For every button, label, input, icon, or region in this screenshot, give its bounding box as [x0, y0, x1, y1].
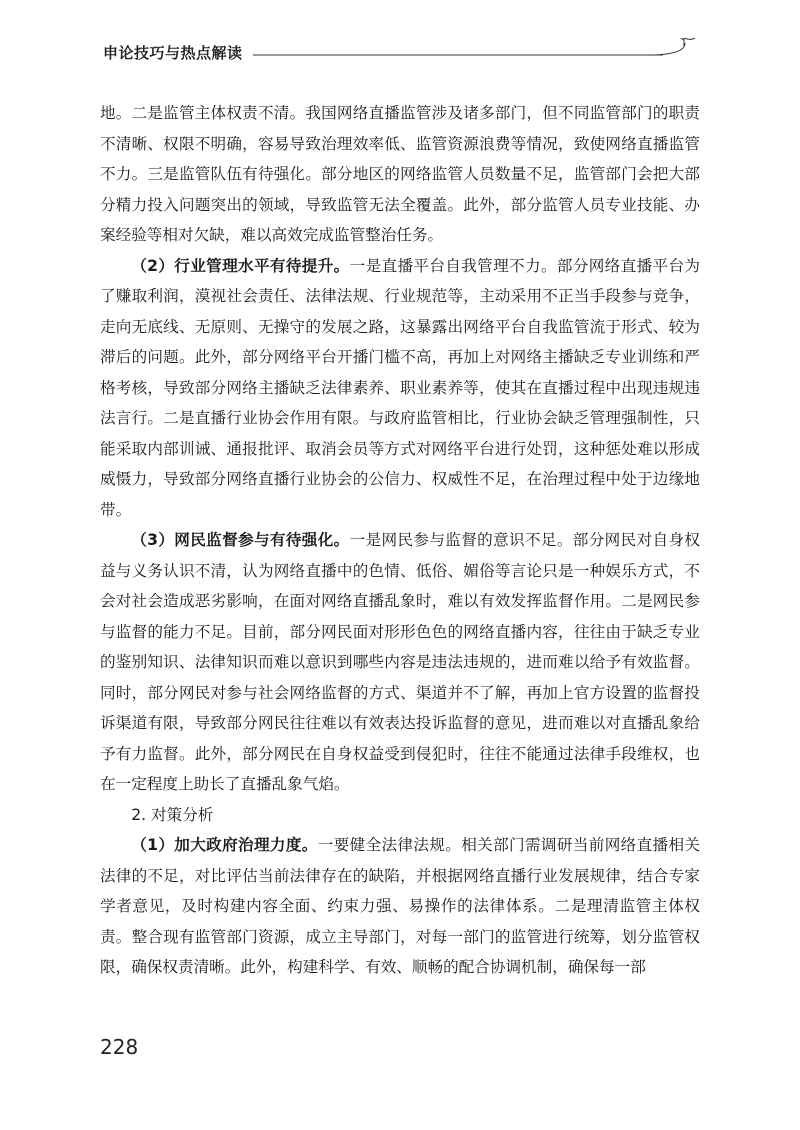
paragraph-2	[100, 251, 700, 526]
book-title: 申论技巧与热点解读	[103, 44, 243, 62]
paragraph-3	[100, 525, 700, 800]
header-rule	[103, 38, 703, 68]
section-heading: 2. 对策分析	[131, 805, 214, 824]
paragraph-1: 地。二是监管主体权责不清。我国网络直播监管涉及诸多部门，但不同监管部门的职责不清晰、权限不明确，容易导致治理效率低、监管资源浪费等情况，致使网络直播监管不力。三是监管队伍有待强化。部分地区的网络监管人员数量不足，监管部门会把大部分精力投入问题突出的领域，导致监管无法全覆盖。此外，部分监管人员专业技能、办案经验等相对欠缺，难以高效完成监管整治任务。	[100, 104, 700, 244]
paragraph-3-heading: （3）网民监督参与有待强化。	[131, 531, 350, 549]
paragraph-4	[100, 830, 700, 983]
paragraph-3-text: 一是网民参与监督的意识不足。部分网民对自身权益与义务认识不清，认为网络直播中的色情、低俗、媚俗等言论只是一种娱乐方式，不会对社会造成恶劣影响，在面对网络直播乱象时，难以有效发挥监督作用。二是网民参与监督的能力不足。目前，部分网民面对形形色色的网络直播内容，往往由于缺乏专业的鉴别知识、法律知识而难以意识到哪些内容是违法违规的，进而难以给予有效监督。同时，部分网民对参与社会网络监督的方式、渠道并不了解，再加上官方设置的监督投诉渠道有限，导致部分网民往往难以有效表达投诉监督的意见，进而难以对直播乱象给予有力监督。此外，部分网民在自身权益受到侵犯时，往往不能通过法律手段维权，也在一定程度上助长了直播乱象气焰。	[100, 531, 700, 793]
header-swash	[648, 43, 685, 55]
sprout-icon	[677, 38, 697, 46]
paragraph-2-heading: （2）行业管理水平有待提升。	[131, 256, 350, 275]
paragraph-4-heading: （1）加大政府治理力度。	[131, 836, 318, 854]
body-text	[100, 98, 700, 983]
paragraph-2-text: 一是直播平台自我管理不力。部分网络直播平台为了赚取利润，漠视社会责任、法律法规、行业规范等，主动采用不正当手段参与竞争，走向无底线、无原则、无操守的发展之路，这暴露出网络平台自我监管流于形式、较为滞后的问题。此外，部分网络平台开播门槛不高，再加上对网络主播缺乏专业训练和严格考核，导致部分网络主播缺乏法律素养、职业素养等，使其在直播过程中出现违规违法言行。二是直播行业协会作用有限。与政府监管相比，行业协会缺乏管理强制性，只能采取内部训诫、通报批评、取消会员等方式对网络平台进行处罚，这种惩处难以形成威慑力，导致部分网络直播行业协会的公信力、权威性不足，在治理过程中处于边缘地带。	[100, 256, 700, 519]
page-number: 228	[100, 1035, 139, 1059]
running-header	[103, 38, 703, 68]
paragraph-4-text: 一要健全法律法规。相关部门需调研当前网络直播相关法律的不足，对比评估当前法律存在的缺陷，并根据网络直播行业发展规律，结合专家学者意见，及时构建内容全面、约束力强、易操作的法律体系。二是理清监管主体权责。整合现有监管部门资源，成立主导部门，对每一部门的监管进行统筹，划分监管权限，确保权责清晰。此外，构建科学、有效、顺畅的配合协调机制，确保每一部	[100, 836, 700, 976]
